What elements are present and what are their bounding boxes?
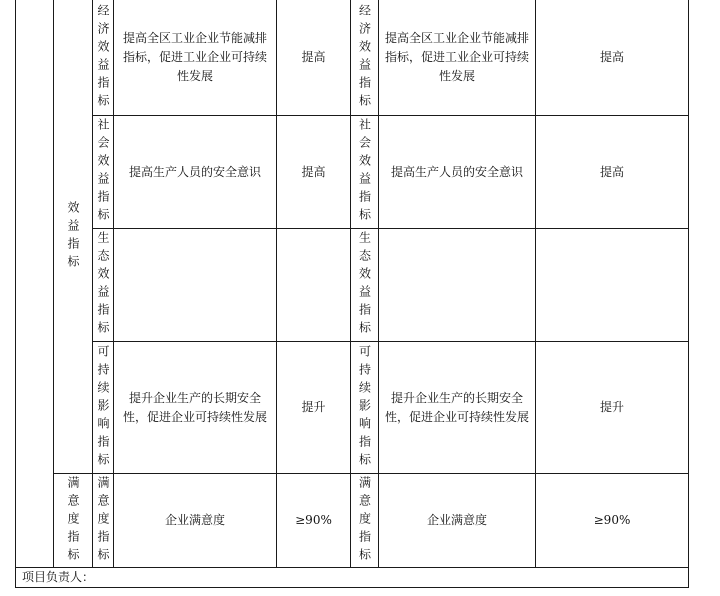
actual-value: 提高 xyxy=(599,164,624,179)
target-value: 提升 xyxy=(301,400,326,414)
actual-indicator-name: 生态效益指标 xyxy=(357,231,372,339)
group-label-text: 满意度指标 xyxy=(66,475,80,566)
target-content xyxy=(114,229,276,341)
target-content: 提高全区工业企业节能减排指标，促进工业企业可持续性发展 xyxy=(122,31,267,83)
actual-indicator-name: 社会效益指标 xyxy=(357,118,372,226)
actual-content: 提升企业生产的长期安全性，促进企业可持续性发展 xyxy=(385,390,530,424)
table-rule xyxy=(15,587,689,588)
indicator-name: 生态效益指标 xyxy=(96,231,110,339)
project-lead-label: 项目负责人： xyxy=(22,570,95,584)
group-label-benefit xyxy=(54,0,92,473)
table-rule xyxy=(15,0,16,588)
indicator-name: 社会效益指标 xyxy=(96,118,110,226)
indicator-name: 经济效益指标 xyxy=(96,3,110,112)
group-label-text: 效益指标 xyxy=(66,200,80,273)
actual-content: 企业满意度 xyxy=(426,513,487,527)
target-value: 提高 xyxy=(301,164,326,179)
actual-indicator-name: 可持续影响指标 xyxy=(357,344,372,471)
group-label-satisfaction xyxy=(54,474,92,567)
actual-content: 提高生产人员的安全意识 xyxy=(390,164,523,179)
actual-value: 提高 xyxy=(599,50,624,64)
actual-value: 提升 xyxy=(599,400,624,414)
actual-value xyxy=(536,229,688,341)
indicator-name: 满意度指标 xyxy=(96,475,110,566)
target-content: 提升企业生产的长期安全性，促进企业可持续性发展 xyxy=(122,390,267,424)
target-value: ≥90% xyxy=(295,513,332,527)
table-rule xyxy=(688,0,689,588)
target-content: 提高生产人员的安全意识 xyxy=(128,164,261,179)
actual-content: 提高全区工业企业节能减排指标，促进工业企业可持续性发展 xyxy=(385,31,530,83)
target-value: 提高 xyxy=(301,50,326,64)
target-value xyxy=(277,229,350,341)
actual-indicator-name: 经济效益指标 xyxy=(357,3,372,112)
actual-indicator-name: 满意度指标 xyxy=(357,475,372,566)
target-content: 企业满意度 xyxy=(164,513,225,527)
indicator-name: 可持续影响指标 xyxy=(96,344,110,471)
actual-content xyxy=(379,229,535,341)
table-rule xyxy=(15,567,689,568)
actual-value: ≥90% xyxy=(593,513,631,527)
